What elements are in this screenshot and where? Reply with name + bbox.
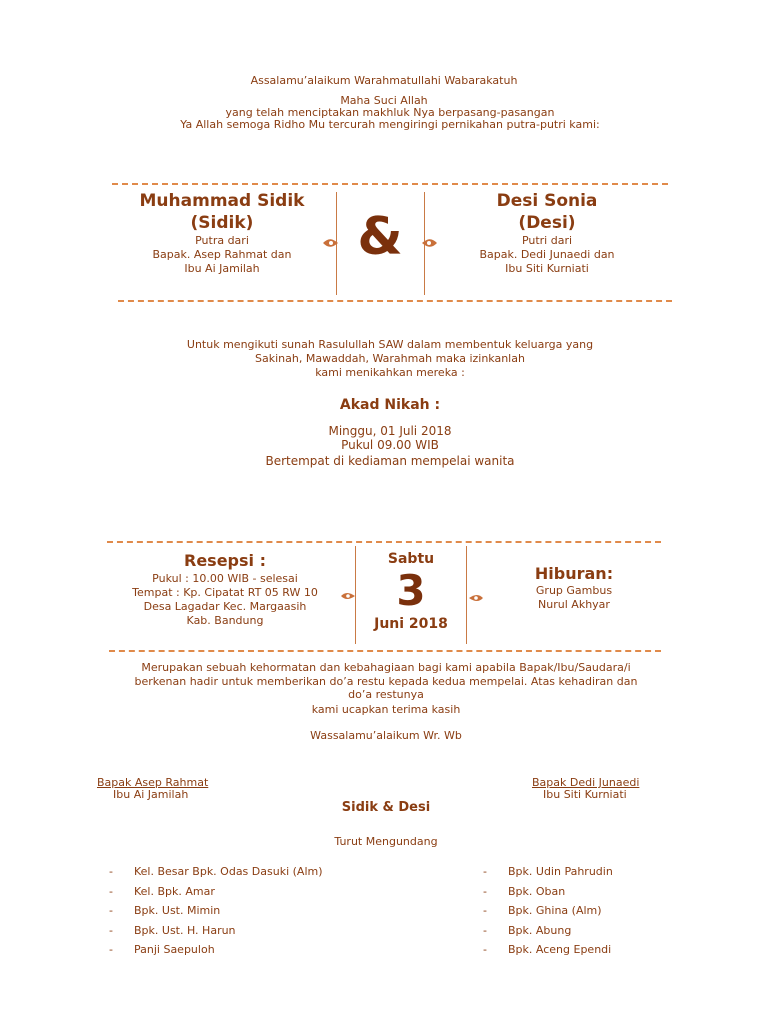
couple-signature: Sidik & Desi [341,800,431,815]
flourish-event-right-icon [468,590,484,606]
akad-time: Pukul 09.00 WIB [341,438,439,452]
turut-list-right [483,862,613,960]
vertical-rule-event-right [466,546,467,644]
bride-name: Desi Sonia [496,191,598,211]
resepsi-time: Pukul : 10.00 WIB - selesai [152,572,298,585]
flourish-right-icon [420,234,438,252]
list-item: - Bpk. Ust. H. Harun [109,921,323,941]
opening-line-3: Ya Allah semoga Ridho Mu tercurah mengiringi pernikahan putra-putri kami: [180,118,600,131]
list-item: - Bpk. Udin Pahrudin [483,862,613,882]
list-item: - Kel. Besar Bpk. Odas Dasuki (Alm) [109,862,323,882]
turut-list-left [109,862,323,960]
divider-top [112,183,668,185]
groom-relation: Putra dari [195,234,249,247]
signature-left-sub: Ibu Ai Jamilah [113,788,189,801]
opening-line-2: yang telah menciptakan makhluk Nya berpasang-pasangan [225,106,555,119]
divider-event-top [107,541,661,543]
hiburan-title: Hiburan: [534,564,614,583]
closing-salam: Wassalamu’alaikum Wr. Wb [310,729,462,742]
hiburan-line-1: Grup Gambus [535,584,613,597]
list-item: - Bpk. Abung [483,921,613,941]
date-box [356,550,466,634]
date-day: Sabtu [387,551,435,567]
signature-right-name: Bapak Dedi Junaedi [532,776,640,789]
resepsi-place-3: Kab. Bandung [186,614,264,627]
intro-line-2: Sakinah, Mawaddah, Warahmah maka izinkanlah [255,352,525,365]
list-item: - Bpk. Aceng Ependi [483,940,613,960]
divider-event-bottom [109,650,661,652]
resepsi-place-2: Desa Lagadar Kec. Margaasih [143,600,307,613]
intro-line-1: Untuk mengikuti sunah Rasulullah SAW dalam membentuk keluarga yang [186,338,594,351]
greeting: Assalamu’alaikum Warahmatullahi Wabarakatuh [250,74,518,87]
bride-relation: Putri dari [521,234,573,247]
divider-bottom [118,300,672,302]
flourish-left-icon [322,234,340,252]
groom-mother: Ibu Ai Jamilah [184,262,260,275]
ampersand: & [357,207,403,267]
signature-right-sub: Ibu Siti Kurniati [543,788,627,801]
resepsi-place-1: Tempat : Kp. Cipatat RT 05 RW 10 [132,586,318,599]
date-month: Juni 2018 [374,616,448,632]
groom-block [112,190,332,276]
groom-father: Bapak. Asep Rahmat dan [152,248,292,261]
list-item: - Bpk. Oban [483,882,613,902]
flourish-event-left-icon [340,588,356,604]
intro-line-3: kami menikahkan mereka : [315,366,465,379]
list-item: - Bpk. Ust. Mimin [109,901,323,921]
groom-name: Muhammad Sidik [139,191,305,211]
closing-line-1: Merupakan sebuah kehormatan dan kebahagiaan bagi kami apabila Bapak/Ibu/Saudara/i [141,661,631,674]
bride-block [437,190,657,276]
list-item: - Panji Saepuloh [109,940,323,960]
closing-line-4: kami ucapkan terima kasih [311,703,461,716]
list-item: - Kel. Bpk. Amar [109,882,323,902]
resepsi-block [112,550,338,628]
date-number: 3 [396,566,426,615]
groom-nickname: (Sidik) [190,213,254,233]
list-item: - Bpk. Ghina (Alm) [483,901,613,921]
bride-father: Bapak. Dedi Junaedi dan [479,248,615,261]
opening-line-1: Maha Suci Allah [340,94,428,107]
resepsi-title: Resepsi : [184,551,266,570]
hiburan-block [484,564,664,612]
bride-nickname: (Desi) [518,213,576,233]
bride-mother: Ibu Siti Kurniati [505,262,589,275]
closing-line-2: berkenan hadir untuk memberikan do’a restu kepada kedua mempelai. Atas kehadiran dan [134,675,638,688]
signature-left-name: Bapak Asep Rahmat [97,776,209,789]
akad-date: Minggu, 01 Juli 2018 [328,424,452,438]
akad-place: Bertempat di kediaman mempelai wanita [265,454,515,468]
turut-title: Turut Mengundang [334,835,438,848]
akad-title: Akad Nikah : [339,397,441,413]
closing-line-3: do’a restunya [348,688,424,701]
hiburan-line-2: Nurul Akhyar [538,598,610,611]
